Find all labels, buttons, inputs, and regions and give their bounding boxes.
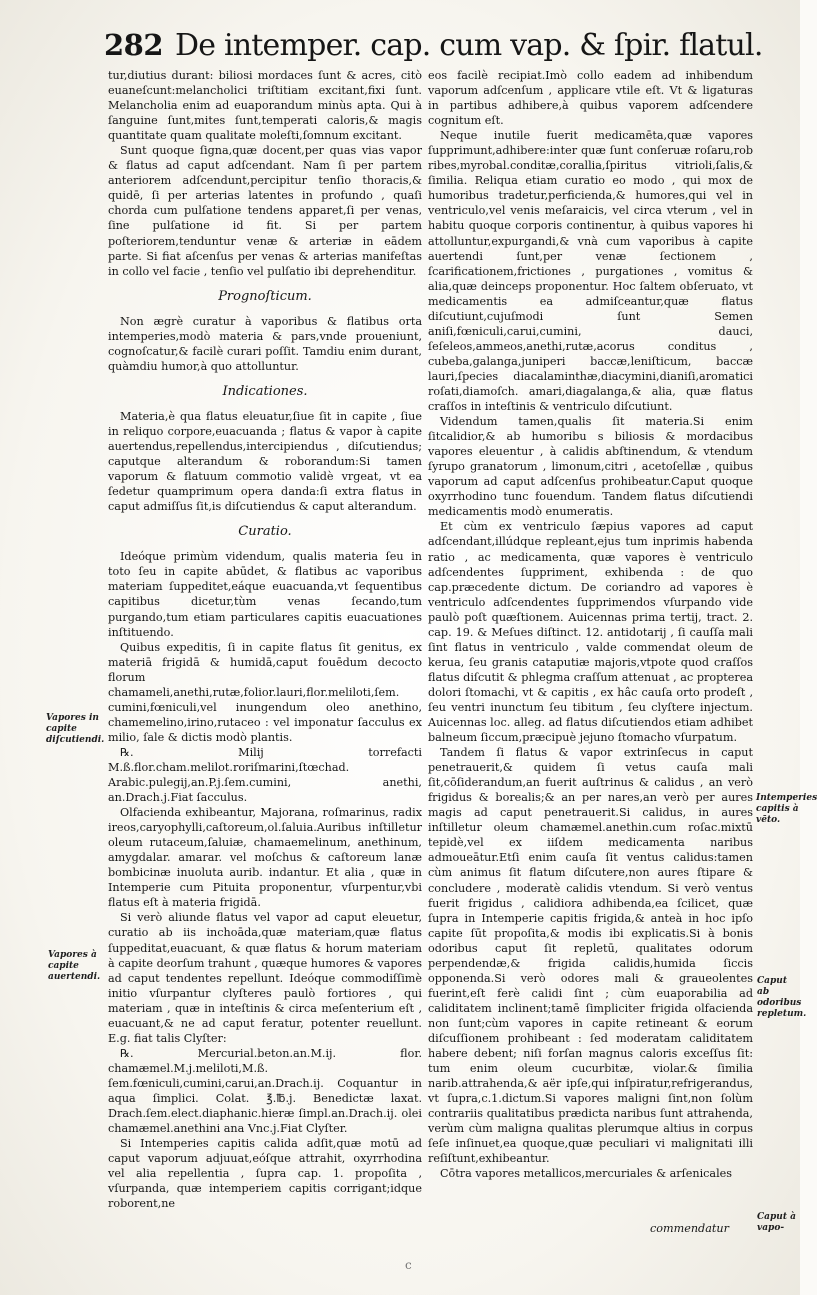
paragraph: Ideóque primùm videndum, qualis materia ſeu in toto ſeu in capite abūdet, & flatibus ac vaporibus materiam ſuppeditet,eáque euacuanda,vt ſequentibus capitibus dicetur,tùm venas ſecando,tum purgando,tum etiam particulares capitis euacuationes inſtituendo. [108, 550, 422, 639]
paragraph: Non ægrè curatur à vaporibus & flatibus orta intemperies,modò materia & pars,vnde proueniunt, cognoſcatur,& facilè curari poſſit. Tamdiu enim durant, quàmdiu humor,à quo attolluntur. [108, 314, 422, 373]
page-number: 282 [104, 28, 164, 62]
page-header [104, 28, 763, 68]
margin-note: Caput à vapo- [757, 1212, 796, 1233]
recipe-paragraph: ℞. Milij torrefacti M.ß.flor.cham.melilot.roriſmarini,ſtœchad. Arabic.pulegij,an.P.j.ſem.cumini, anethi, an.Drach.j.Fiat ſacculus. [108, 745, 422, 805]
paragraph: Si Intemperies capitis calida adſit,quæ motū ad caput vaporum adjuuat,eóſque attrahit, oxyrrhodina vel alia repellentia , ſupra cap. 1. propoſita , vſurpanda, quæ intemperiem capitis corrigant;idque roborent,ne [108, 1137, 422, 1211]
left-column [108, 68, 422, 1211]
paragraph: Sunt quoque ſigna,quæ docent,per quas vias vapor & flatus ad caput adſcendant. Nam ſi per partem anteriorem adſcendunt,percipitur tenſio thoracis,& quidē, ſi per arterias latentes in profundo , quaſi chorda cum pulſatione tendens apparet,ſi per venas, ſine pulſatione id fit. Si per partem poſteriorem,tenduntur venæ & arteriæ in eādem parte. Si fiat aſcenſus per venas & arterias manifeſtas in collo vel facie , tenſio vel pulſatio ibi deprehenditur. [108, 144, 422, 278]
margin-note: Intemperies capitis à vēto. [756, 793, 817, 825]
section-heading-curatio: Curatio. [238, 524, 292, 540]
margin-note: Caput ab odoribus repletum. [757, 976, 807, 1019]
paragraph: Quibus expeditis, ſi in capite flatus ſit genitus, ex materiā frigidā & humidā,caput fouēdum decocto florum chamameli,anethi,rutæ,folior.lauri,flor.meliloti,ſem. cumini,fœniculi,vel inungendum oleo anethino, chamemelino,irino,rutaceo : vel imponatur ſacculus ex milio, ſale & dictis modò plantis. [108, 640, 422, 744]
recipe-paragraph: ℞. Mercurial.beton.an.M.ij. flor. chamæmel.M.j.meliloti,M.ß. ſem.fœniculi,cumini,carui,an.Drach.ij. Coquantur in aqua ſimplici. Colat. ℥.℔.j. Benedictæ laxat. Drach.ſem.elect.diaphanic.hieræ ſimpl.an.Drach.ij. olei chamæmel.anethini ana Vnc.j.Fiat Clyſter. [108, 1046, 422, 1136]
paragraph: Materia,è qua flatus eleuatur,ſiue ſit in capite , ſiue in reliquo corpore,euacuanda ; flatus & vapor à capite auertendus,repellendus,intercipiendus , diſcutiendus; caputque alterandum & roborandum:Si tamen vaporum & flatuum commotio validè vrgeat, vt ea ſedetur quamprimum opera danda:ſi extra flatus in caput admiſſus ſit,is diſcutiendus & caput alterandum. [108, 409, 422, 514]
paragraph: Neque inutile fuerit medicamēta,quæ vapores ſupprimunt,adhibere:inter quæ ſunt conſeruæ roſaru,rob ribes,myrobal.conditæ,corallia,ſpiritus vitrioli,ſalis,& ſimilia. Reliqua etiam curatio eo modo , qui mox de humoribus tradetur,perficienda,& humores,qui vel in ventriculo,vel venis meſaraicis, vel circa vterum , vel in habitu quoque corporis continentur, à quibus vapores hi attolluntur,expurgandi,& vnà cum vaporibus à capite auertendi ſunt,per venæ ſectionem , ſcarificationem,frictiones , purgationes , vomitus & alia,quæ deinceps proponentur. Hoc ſaltem obſeruato, vt medicamentis ea admiſceantur,quæ flatus diſcutiunt,cujuſmodi ſunt Semen aniſi,fœniculi,carui,cumini, dauci, ſeſeleos,ammeos,anethi,rutæ,acorus conditus , cubeba,galanga,juniperi baccæ,leniſticum, baccæ lauri,ſpecies diacalaminthæ,diacymini,dianiſi,aromatici roſati,diamoſch. amari,diagalanga,& alia, quæ flatus craſſos in inteſtinis & ventriculo diſcutiunt. [428, 129, 753, 414]
paragraph: tur,diutius durant: biliosi mordaces ſunt & acres, citò euaneſcunt:melancholici triſtitiam excitant,fixi ſunt. Melancholia enim ad euaporandum minùs apta. Qui à ſanguine ſunt,mites ſunt,temperati caloris,& magis quantitate quam qualitate moleſti,ſomnum excitant. [108, 69, 422, 143]
catchword: commendatur [650, 1222, 729, 1235]
paragraph: Et cùm ex ventriculo ſæpius vapores ad caput adſcendant,illúdque repleant,ejus tum inprimis habenda ratio , ac medicamenta, quæ vapores è ventriculo adſcendentes ſuppriment, exhibenda : de quo cap.præcedente dictum. De coriandro ad vapores è ventriculo adſcendentes ſupprimendos vſurpando vide paulò poſt quæſtionem. Auicennas prima tertij, tract. 2. cap. 19. & Meſues diſtinct. 12. antidotarij , ſi cauſſa mali ſint flatus in ventriculo , valde commendat oleum de kerua, ſeu granis cataputiæ majoris,vtpote quod craſſos flatus diſcutit & phlegma craſſum attenuat , ac propterea dolori ſtomachi, vt & capitis , ex hâc cauſa orto prodeſt , ſeu ventri inunctum ſeu tibitum , ſeu clyſtere injectum. Auicennas loc. alleg. ad flatus diſcutiendos etiam adhibet balneum ſiccum,præcipuè jejuno ſtomacho vſurpatum. [428, 520, 753, 745]
paragraph: Videndum tamen,qualis ſit materia.Si enim ſitcalidior,& ab humoribu s biliosis & mordacibus vapores eleuentur , à calidis abſtinendum, & vtendum ſyrupo granatorum , limonum,citri , acetoſellæ , quibus vaporum ad caput adſcenſus prohibeatur.Caput quoque oxyrrhodino tunc fouendum. Tandem flatus diſcutiendi medicamentis modò enumeratis. [428, 415, 753, 519]
section-heading-indicationes: Indicationes. [222, 383, 308, 399]
paragraph: eos facilè recipiat.Imò collo eadem ad inhibendum vaporum adſcenſum , applicare vtile eſt. Vt & ligaturas in partibus adhibere,à quibus vaporem adſcendere cognitum eſt. [428, 69, 753, 128]
signature-mark: c [405, 1258, 412, 1272]
margin-note: Vapores in capite diſcutiendi. [46, 713, 105, 745]
section-heading-prognosticum: Prognoſticum. [218, 288, 312, 304]
paragraph: Olfacienda exhibeantur, Majorana, roſmarinus, radix ireos,caryophylli,caſtoreum,ol.ſaluia.Auribus inſtilletur oleum rutaceum,ſaluiæ, chamaemelinum, anethinum, amygdalar. amarar. vel moſchus & caſtoreum lanæ bombicinæ inuoluta aurib. indantur. Et alia , quæ in Intemperie cum Pituita proponentur, vſurpentur,vbi flatus eſt à materia frigidā. [108, 806, 422, 910]
paragraph: Cōtra vapores metallicos,mercuriales & arſenicales [440, 1167, 733, 1181]
right-column [428, 68, 753, 1181]
running-title: De intemper. cap. cum vap. & ſpir. flatul. [175, 28, 763, 63]
paragraph: Si verò aliunde flatus vel vapor ad caput eleuetur, curatio ab iis inchoāda,quæ materiam,quæ flatus ſuppeditat,euacuant, & quæ flatus & horum materiam à capite deorſum trahunt , quæque humores & vapores ad caput tendentes repellunt. Ideóque commodiſſimè initio vſurpantur clyſteres paulò fortiores , qui materiam , quæ in inteſtinis & circa meſenterium eſt , euacuant,& ne ad caput feratur, potenter reuellunt. E.g. fiat talis Clyſter: [108, 911, 422, 1045]
margin-note: Vapores à capite auertendi. [48, 950, 101, 982]
paragraph: Tandem ſi flatus & vapor extrinſecus in caput penetrauerit,& quidem ſi vetus cauſa mali ſit,cōſiderandum,an fuerit auſtrinus & calidus , an verò frigidus & borealis;& an per nares,an verò per aures magis ad caput penetrauerit.Si calidus, in aures inſtilletur oleum chamæmel.anethin.cum roſac.mixtū tepidè,vel ex iiſdem medicamenta naribus admoueātur.Etſi enim cauſa ſit ventus calidus:tamen cùm animus ſit flatum diſcutere,non aures ſtipare & concludere , moderatè calidis vtendum. Si verò ventus fuerit frigidus , calidiora adhibenda,ea ſcilicet, quæ ſupra in Intemperie capitis frigida,& anteà in hoc ipſo capite ſūt propoſita,& modis ibi explicatis.Si à bonis odoribus caput ſit repletū, qualitates odorum perpendendæ,& frigida calidis,humida ſiccis opponenda.Si verò odores mali & graueolentes fuerint,eſt ferè calidi ſint ; cùm euaporabilia ad caliditatem inclinent;tamē ſimpliciter frigida olfacienda non ſunt;cùm vapores in capite retineant & eorum diſcuſſionem prohibeant : ſed moderatam caliditatem habere debent; niſi forſan magnus caloris exceſſus ſit: tum enim oleum cucurbitæ, violar.& ſimilia narib.attrahenda,& aër ipſe,qui inſpiratur,refrigerandus, vt ſupra,c.1.dictum.Si vapores maligni ſint,non ſolùm contrariis qualitatibus prædicta naribus ſunt attrahenda, verùm cùm maligna qualitas plerumque altius in corpus ſeſe inſinuet,ea quoque,quæ peculiari vi malignitati illi reſiſtunt,exhibeantur. [428, 746, 753, 1166]
